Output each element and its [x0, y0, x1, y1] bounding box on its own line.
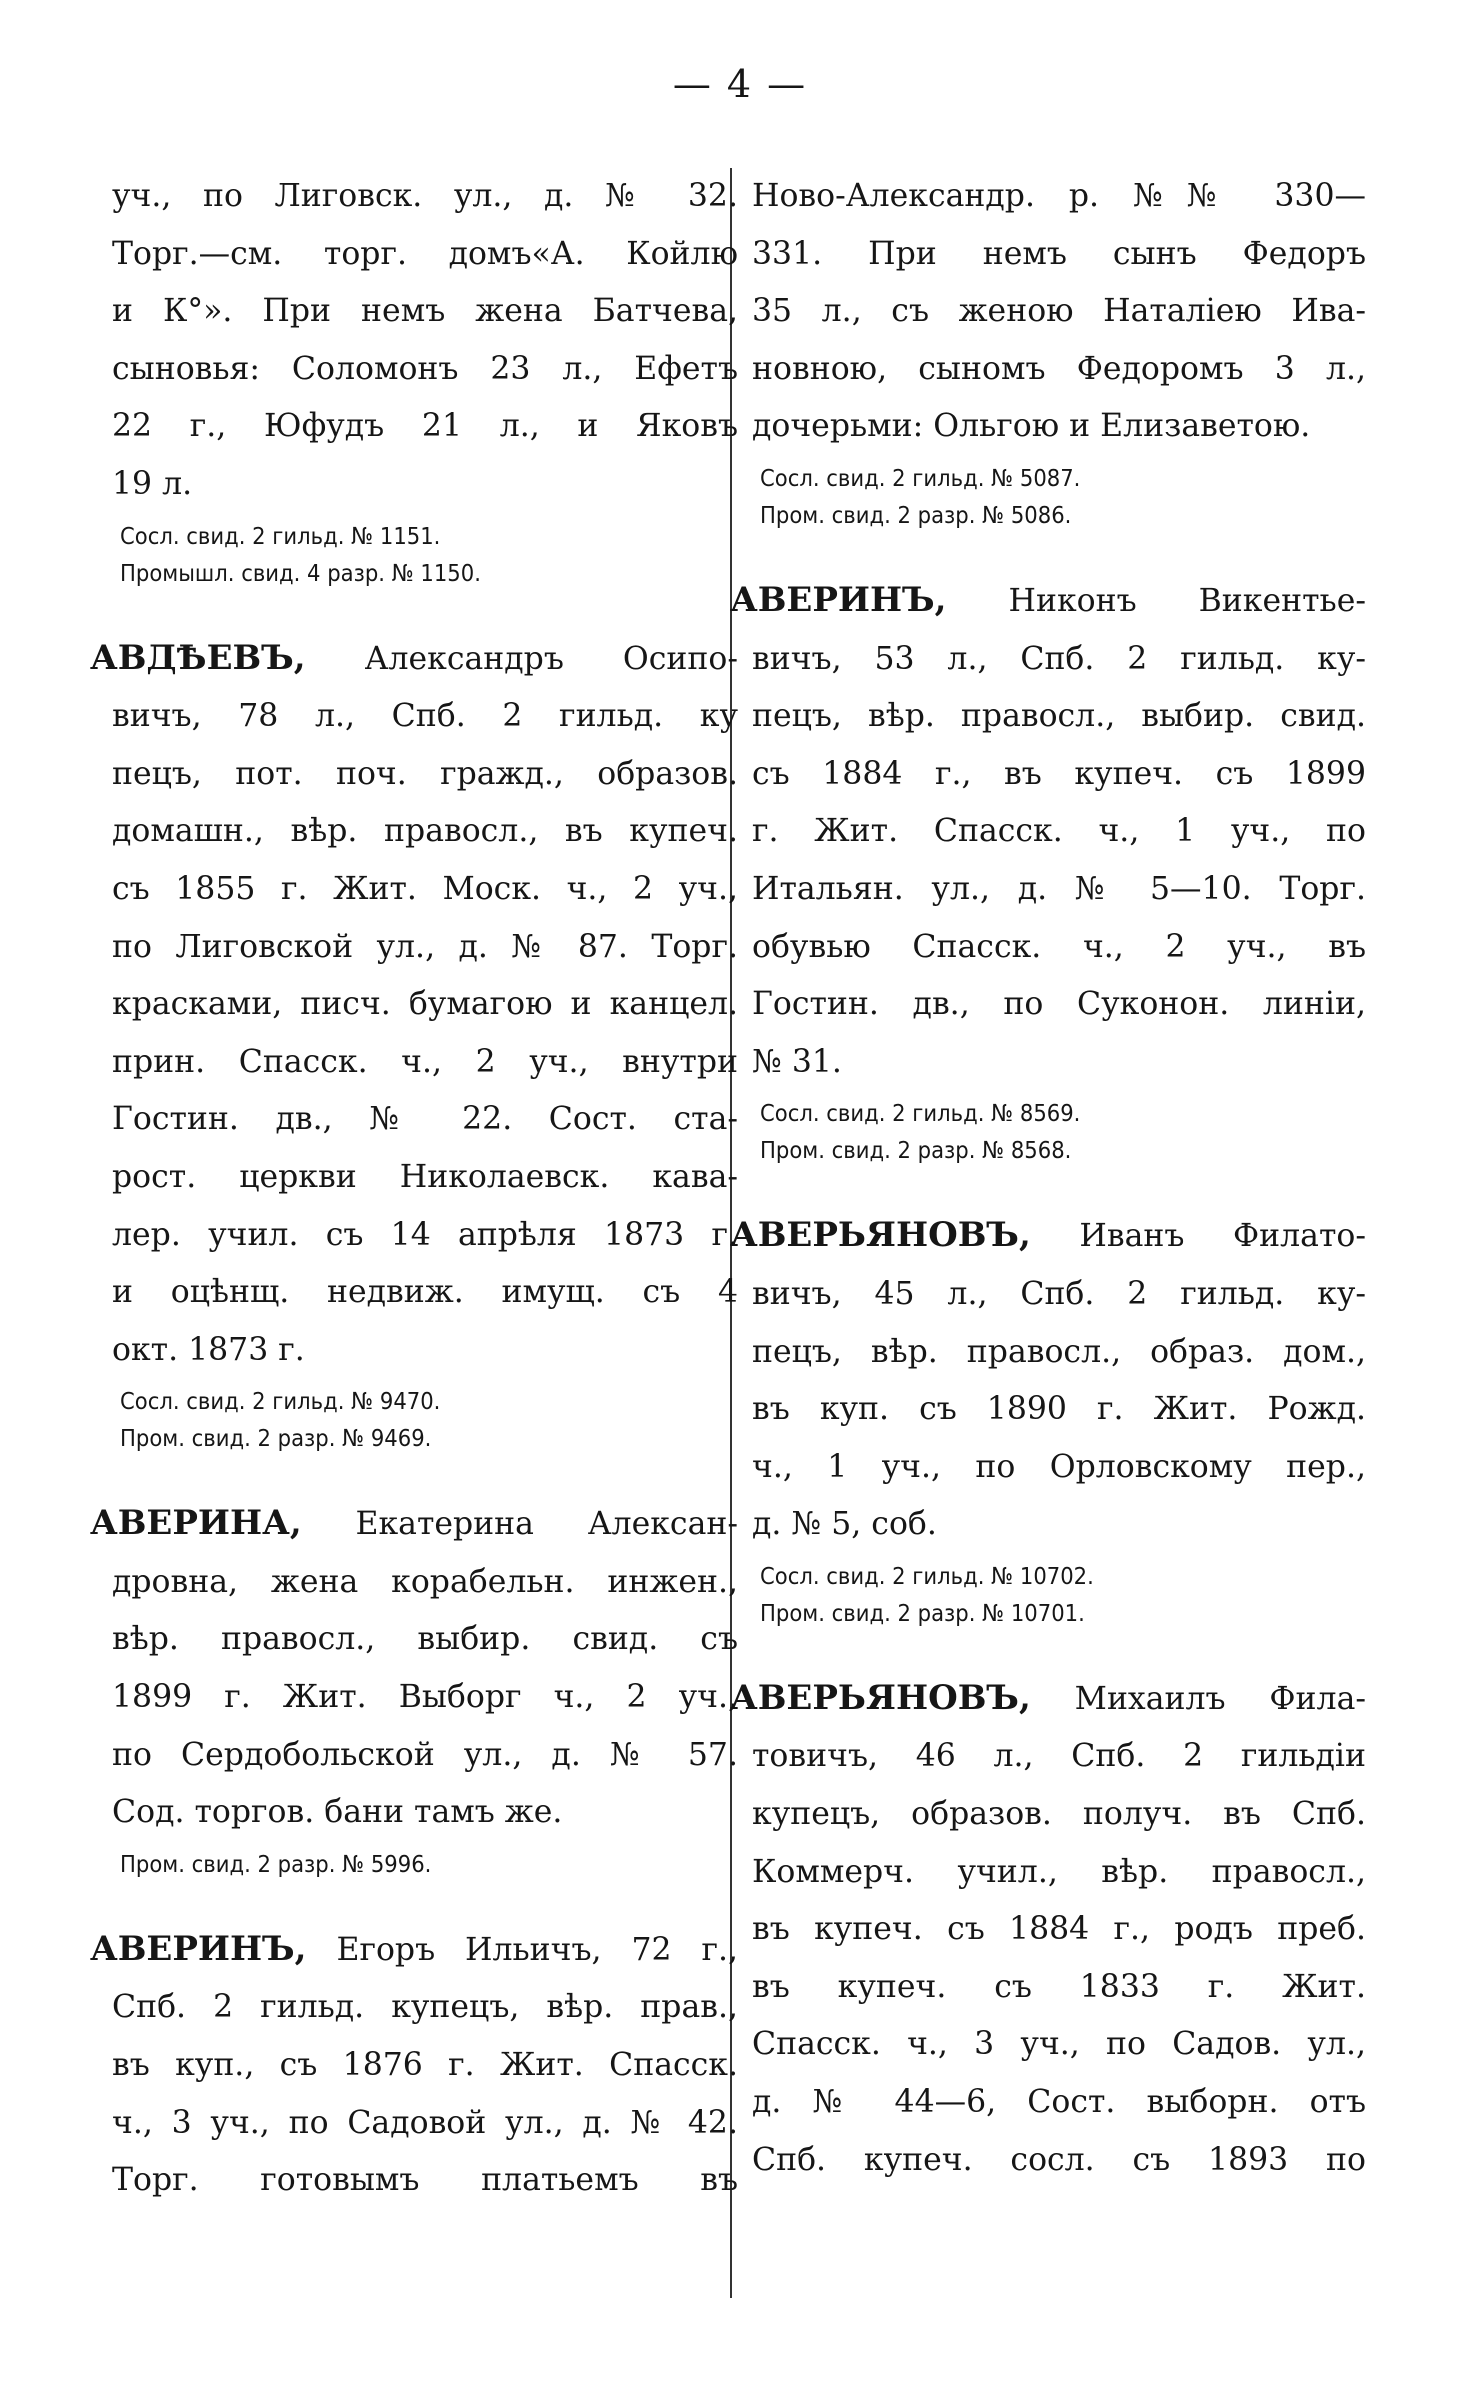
entry-line: 1899 г. Жит. Выборг ч., 2 уч.,	[112, 1679, 738, 1716]
entry-line: вичъ, 78 л., Спб. 2 гильд. ку	[112, 698, 738, 735]
left-column	[90, 168, 738, 2210]
certificate-line: Пром. свид. 2 разр. № 9469.	[120, 1424, 432, 1453]
entry-line: Гостин. дв., по Суконон. линіи,	[752, 986, 1366, 1023]
certificate-line: Промышл. свид. 4 разр. № 1150.	[120, 558, 481, 587]
entry-line: г. Жит. Спасск. ч., 1 уч., по	[752, 813, 1366, 850]
entry-averin-egor	[90, 1921, 738, 2210]
entry-averin-nikon	[730, 572, 1366, 1169]
entry-first-line	[730, 1207, 1366, 1266]
entry-first-line	[90, 630, 738, 689]
entry-line: съ 1884 г., въ купеч. съ 1899	[752, 755, 1366, 792]
entry-averyanov-mikhail	[730, 1670, 1366, 2189]
entry-line: лер. учил. съ 14 апрѣля 1873 г.	[112, 1216, 738, 1253]
entry-line: домашн., вѣр. правосл., въ купеч.	[112, 813, 738, 850]
entry-line: д. № 5, соб.	[752, 1506, 937, 1543]
entry-line: Торг.—см. торг. домъ«А. Койлю	[112, 235, 738, 272]
entry-line: пецъ, пот. поч. гражд., образов.	[112, 755, 738, 792]
certificate-line: Сосл. свид. 2 гильд. № 8569.	[760, 1099, 1081, 1128]
entry-line: обувью Спасск. ч., 2 уч., въ	[752, 928, 1366, 965]
entry-line: новною, сыномъ Федоромъ 3 л.,	[752, 350, 1366, 387]
entry-averina	[90, 1495, 738, 1883]
entry-line: Коммерч. учил., вѣр. правосл.,	[752, 1853, 1366, 1890]
entry-line: въ купеч. съ 1884 г., родъ преб.	[752, 1911, 1366, 1948]
entry-first-line	[90, 1921, 738, 1980]
entry-line: Итальян. ул., д. № 5—10. Торг.	[752, 870, 1366, 907]
entry-line: окт. 1873 г.	[112, 1331, 305, 1368]
entry-line: ч., 3 уч., по Садовой ул., д. № 42.	[112, 2104, 738, 2141]
entry-first-line	[730, 572, 1366, 631]
entry-continuation-right	[752, 168, 1366, 534]
entry-surname: АВЕРЬЯНОВЪ,	[730, 1215, 1031, 1256]
entry-line: въ купеч. съ 1833 г. Жит.	[752, 1968, 1366, 2005]
entry-line: товичъ, 46 л., Спб. 2 гильдіи	[752, 1738, 1366, 1775]
entry-avdeev	[90, 630, 738, 1458]
entry-line: вѣр. правосл., выбир. свид. съ	[112, 1621, 738, 1658]
page-number: — 4 —	[672, 62, 808, 106]
entry-line: Сод. торгов. бани тамъ же.	[112, 1794, 563, 1831]
entry-line: по Сердобольской ул., д. № 57.	[112, 1736, 738, 1773]
entry-line: вичъ, 53 л., Спб. 2 гильд. ку-	[752, 640, 1366, 677]
entry-line: д. № 44—6, Сост. выборн. отъ	[752, 2084, 1366, 2121]
entry-line: и К°». При немъ жена Батчева,	[112, 293, 738, 330]
entry-given-name: Михаилъ Фила-	[1030, 1680, 1366, 1717]
entry-line: дочерьми: Ольгою и Елизаветою.	[752, 408, 1311, 445]
certificate-line: Сосл. свид. 2 гильд. № 10702.	[760, 1561, 1094, 1590]
entry-given-name: Егоръ Ильичъ, 72 г.,	[306, 1931, 738, 1968]
entry-first-line	[90, 1495, 738, 1554]
entry-line: Гостин. дв., № 22. Сост. ста-	[112, 1101, 738, 1138]
entry-line: красками, писч. бумагою и канцел.	[112, 986, 738, 1023]
entry-line: Спб. 2 гильд. купецъ, вѣр. прав.,	[112, 1989, 738, 2026]
entry-line: № 31.	[752, 1043, 842, 1080]
entry-line: въ куп. съ 1890 г. Жит. Рожд.	[752, 1391, 1366, 1428]
certificate-line: Сосл. свид. 2 гильд. № 9470.	[120, 1387, 441, 1416]
certificate-line: Сосл. свид. 2 гильд. № 1151.	[120, 521, 441, 550]
entry-line: Спасск. ч., 3 уч., по Садов. ул.,	[752, 2026, 1366, 2063]
entry-line: по Лиговской ул., д. № 87. Торг.	[112, 928, 738, 965]
entry-line: въ куп., съ 1876 г. Жит. Спасск.	[112, 2047, 738, 2084]
entry-surname: АВДѢЕВЪ,	[90, 637, 306, 678]
entry-line: Ново-Александр. р. №№ 330—	[752, 178, 1366, 214]
entry-line: пецъ, вѣр. правосл., образ. дом.,	[752, 1333, 1366, 1370]
entry-line: сыновья: Соломонъ 23 л., Ефетъ	[112, 350, 738, 387]
entry-line: рост. церкви Николаевск. кава-	[112, 1158, 738, 1195]
entry-line: 19 л.	[112, 465, 193, 502]
entry-line: прин. Спасск. ч., 2 уч., внутри	[112, 1043, 738, 1080]
entry-line: Торг. готовымъ платьемъ въ	[112, 2162, 738, 2199]
entry-line: 331. При немъ сынъ Федоръ	[752, 235, 1366, 272]
entry-surname: АВЕРИНА,	[90, 1503, 302, 1544]
entry-line: 22 г., Юфудъ 21 л., и Яковъ	[112, 408, 738, 445]
entry-surname: АВЕРИНЪ,	[730, 579, 947, 620]
entry-line: пецъ, вѣр. правосл., выбир. свид.	[752, 698, 1366, 735]
entry-surname: АВЕРИНЪ,	[90, 1928, 307, 1969]
entry-surname: АВЕРЬЯНОВЪ,	[730, 1677, 1031, 1718]
certificate-line: Пром. свид. 2 разр. № 5996.	[120, 1849, 432, 1878]
certificate-line: Пром. свид. 2 разр. № 8568.	[760, 1136, 1072, 1165]
entry-line: вичъ, 45 л., Спб. 2 гильд. ку-	[752, 1275, 1366, 1312]
entry-given-name: Александръ Осипо-	[305, 640, 738, 677]
entry-line: Спб. купеч. сосл. съ 1893 по	[752, 2141, 1366, 2178]
entry-line: и оцѣнщ. недвиж. имущ. съ 4	[112, 1274, 738, 1311]
entry-line: съ 1855 г. Жит. Моск. ч., 2 уч.,	[112, 870, 738, 907]
certificate-line: Сосл. свид. 2 гильд. № 5087.	[760, 463, 1081, 492]
certificate-line: Пром. свид. 2 разр. № 10701.	[760, 1598, 1085, 1627]
entry-line: уч., по Лиговск. ул., д. № 32.	[112, 178, 738, 214]
entry-line: 35 л., съ женою Наталіею Ива-	[752, 293, 1366, 330]
entry-line: дровна, жена корабельн. инжен.,	[112, 1563, 738, 1600]
right-column	[730, 168, 1366, 2189]
entry-given-name: Никонъ Викентье-	[946, 582, 1366, 619]
entry-first-line	[730, 1670, 1366, 1729]
entry-continuation-left	[112, 168, 738, 592]
entry-given-name: Иванъ Филато-	[1030, 1218, 1366, 1255]
entry-line: купецъ, образов. получ. въ Спб.	[752, 1796, 1366, 1833]
entry-line: ч., 1 уч., по Орловскому пер.,	[752, 1448, 1366, 1485]
entry-given-name: Екатерина Алексан-	[301, 1506, 738, 1543]
certificate-line: Пром. свид. 2 разр. № 5086.	[760, 500, 1072, 529]
entry-averyanov-ivan	[730, 1207, 1366, 1632]
